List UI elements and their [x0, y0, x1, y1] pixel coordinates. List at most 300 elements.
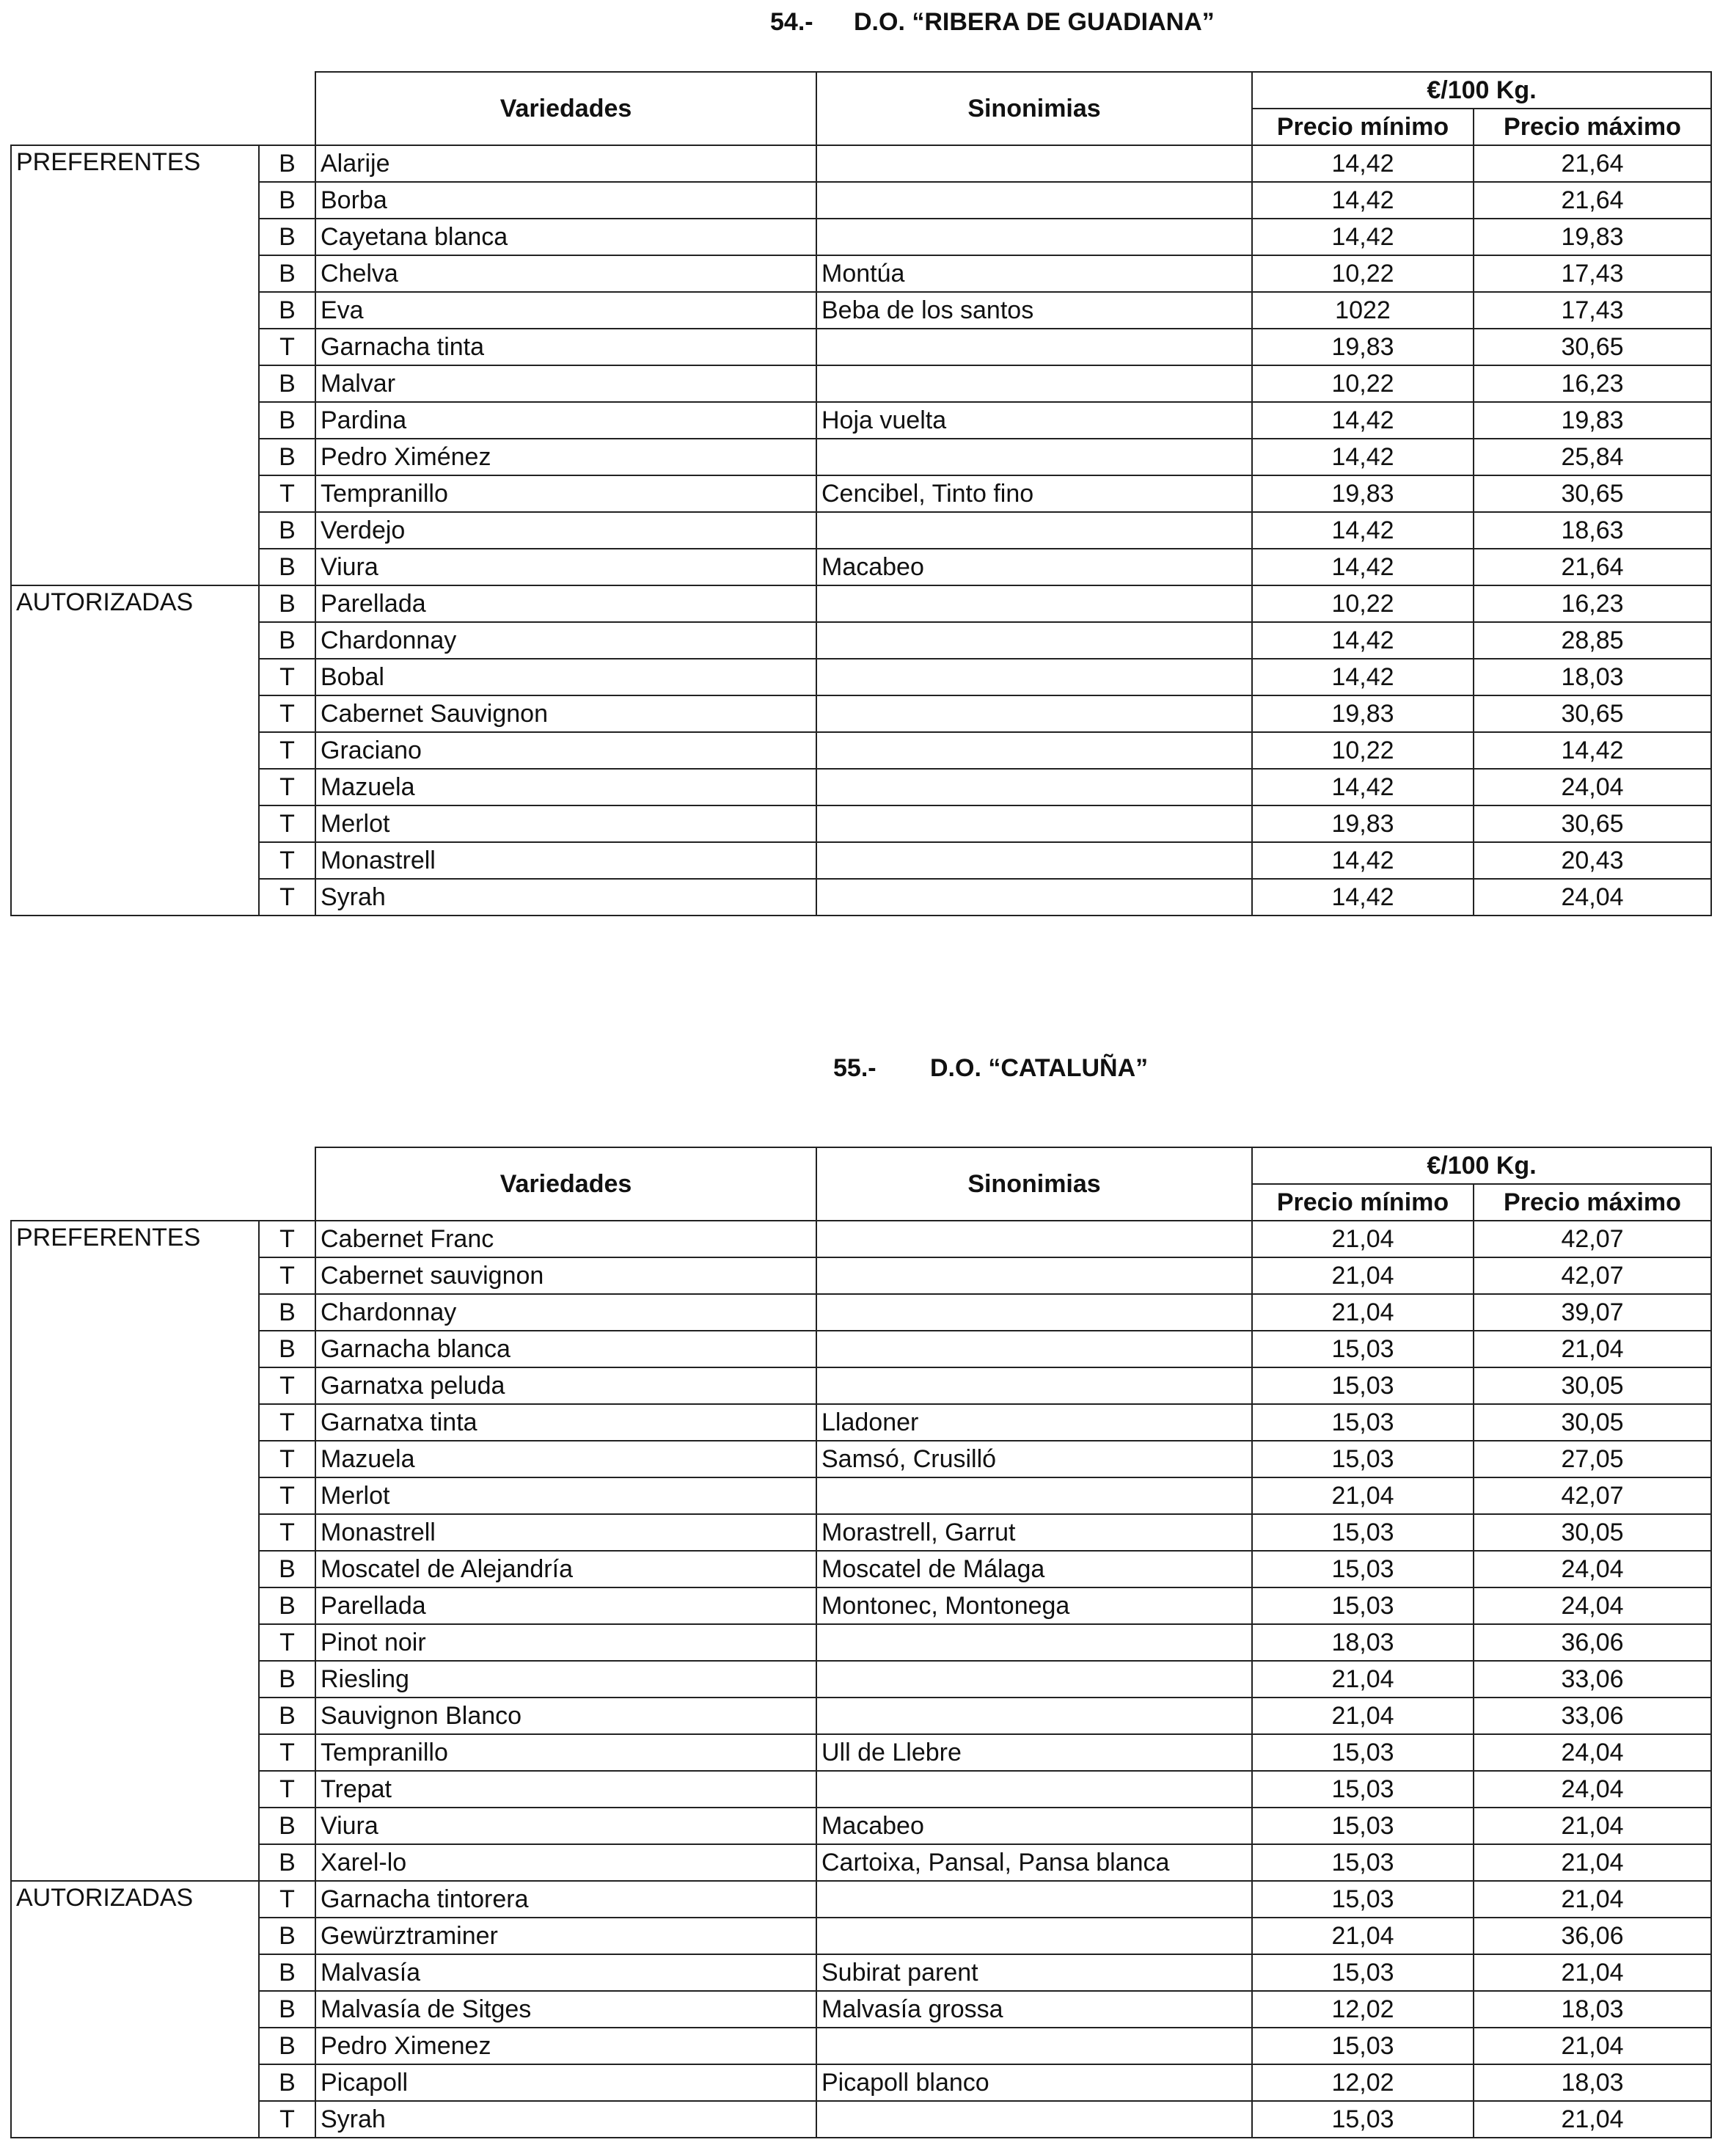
variedad-cell: Merlot	[315, 1477, 816, 1514]
table-row	[11, 1551, 1711, 1587]
sinonimia-cell	[816, 1257, 1252, 1294]
category-cell	[11, 622, 259, 659]
precio-maximo-cell: 42,07	[1474, 1221, 1711, 1257]
table-row	[11, 1367, 1711, 1404]
category-cell	[11, 2028, 259, 2064]
sinonimia-cell	[816, 365, 1252, 402]
precio-maximo-cell: 19,83	[1474, 219, 1711, 255]
category-cell	[11, 329, 259, 365]
variedad-cell: Merlot	[315, 805, 816, 842]
table-row	[11, 1221, 1711, 1257]
variedad-cell: Malvasía	[315, 1954, 816, 1991]
type-cell: B	[259, 1661, 315, 1698]
variedad-cell: Pedro Ximénez	[315, 439, 816, 475]
category-cell	[11, 1257, 259, 1294]
category-cell	[11, 1918, 259, 1954]
precio-maximo-cell: 16,23	[1474, 365, 1711, 402]
type-cell: B	[259, 1844, 315, 1881]
variedad-cell: Sauvignon Blanco	[315, 1698, 816, 1734]
table-row	[11, 1844, 1711, 1881]
sinonimia-cell: Morastrell, Garrut	[816, 1514, 1252, 1551]
variedad-cell: Monastrell	[315, 842, 816, 879]
table-row	[11, 1257, 1711, 1294]
type-cell: T	[259, 1514, 315, 1551]
table-row	[11, 805, 1711, 842]
variedad-cell: Garnacha blanca	[315, 1331, 816, 1367]
empty-header-cell	[259, 1147, 315, 1221]
variedad-cell: Garnacha tinta	[315, 329, 816, 365]
variedad-cell: Mazuela	[315, 769, 816, 805]
category-cell	[11, 292, 259, 329]
precio-maximo-cell: 30,65	[1474, 329, 1711, 365]
table-row	[11, 1624, 1711, 1661]
type-cell: B	[259, 1808, 315, 1844]
table-row	[11, 549, 1711, 585]
variedad-cell: Cabernet Sauvignon	[315, 695, 816, 732]
table-row	[11, 145, 1711, 182]
variedad-cell: Pedro Ximenez	[315, 2028, 816, 2064]
category-cell	[11, 1624, 259, 1661]
sinonimia-cell	[816, 1661, 1252, 1698]
header-sinonimias: Sinonimias	[816, 1147, 1252, 1221]
type-cell: T	[259, 1257, 315, 1294]
sinonimia-cell	[816, 1918, 1252, 1954]
precio-maximo-cell: 21,04	[1474, 1954, 1711, 1991]
precio-minimo-cell: 21,04	[1252, 1477, 1474, 1514]
precio-maximo-cell: 14,42	[1474, 732, 1711, 769]
sinonimia-cell	[816, 1771, 1252, 1808]
precio-maximo-cell: 24,04	[1474, 769, 1711, 805]
sinonimia-cell: Hoja vuelta	[816, 402, 1252, 439]
table-row	[11, 1404, 1711, 1441]
table-row	[11, 769, 1711, 805]
precio-maximo-cell: 33,06	[1474, 1661, 1711, 1698]
precio-minimo-cell: 15,03	[1252, 1587, 1474, 1624]
precio-maximo-cell: 21,04	[1474, 1844, 1711, 1881]
variedad-cell: Cabernet sauvignon	[315, 1257, 816, 1294]
type-cell: T	[259, 1221, 315, 1257]
sinonimia-cell	[816, 145, 1252, 182]
category-cell	[11, 1367, 259, 1404]
table-row	[11, 1918, 1711, 1954]
category-cell	[11, 2101, 259, 2138]
sinonimia-cell	[816, 182, 1252, 219]
precio-maximo-cell: 33,06	[1474, 1698, 1711, 1734]
table-row	[11, 585, 1711, 622]
sinonimia-cell	[816, 1294, 1252, 1331]
table-row	[11, 1808, 1711, 1844]
variedad-cell: Viura	[315, 1808, 816, 1844]
sinonimia-cell: Macabeo	[816, 549, 1252, 585]
type-cell: T	[259, 732, 315, 769]
type-cell: T	[259, 329, 315, 365]
sinonimia-cell	[816, 1331, 1252, 1367]
type-cell: B	[259, 1991, 315, 2028]
sinonimia-cell: Macabeo	[816, 1808, 1252, 1844]
type-cell: B	[259, 292, 315, 329]
variedad-cell: Mazuela	[315, 1441, 816, 1477]
variedad-cell: Graciano	[315, 732, 816, 769]
table-row	[11, 1514, 1711, 1551]
precio-minimo-cell: 21,04	[1252, 1221, 1474, 1257]
precio-maximo-cell: 21,64	[1474, 145, 1711, 182]
section-number: 55.-	[833, 1054, 877, 1082]
variedad-cell: Eva	[315, 292, 816, 329]
variedad-cell: Malvasía de Sitges	[315, 1991, 816, 2028]
sinonimia-cell: Cencibel, Tinto fino	[816, 475, 1252, 512]
precio-minimo-cell: 10,22	[1252, 365, 1474, 402]
type-cell: B	[259, 1587, 315, 1624]
table-row	[11, 365, 1711, 402]
sinonimia-cell	[816, 2028, 1252, 2064]
sinonimia-cell	[816, 329, 1252, 365]
precio-maximo-cell: 27,05	[1474, 1441, 1711, 1477]
sinonimia-cell: Ull de Llebre	[816, 1734, 1252, 1771]
precio-minimo-cell: 12,02	[1252, 1991, 1474, 2028]
precio-minimo-cell: 15,03	[1252, 2028, 1474, 2064]
sinonimia-cell	[816, 805, 1252, 842]
precio-minimo-cell: 21,04	[1252, 1257, 1474, 1294]
type-cell: B	[259, 439, 315, 475]
type-cell: T	[259, 1404, 315, 1441]
table-row	[11, 1331, 1711, 1367]
category-cell	[11, 1771, 259, 1808]
category-cell	[11, 1661, 259, 1698]
type-cell: B	[259, 402, 315, 439]
category-cell	[11, 879, 259, 916]
precio-maximo-cell: 17,43	[1474, 255, 1711, 292]
sinonimia-cell	[816, 219, 1252, 255]
sinonimia-cell: Cartoixa, Pansal, Pansa blanca	[816, 1844, 1252, 1881]
table-row	[11, 255, 1711, 292]
precio-maximo-cell: 21,04	[1474, 1808, 1711, 1844]
precio-maximo-cell: 18,03	[1474, 659, 1711, 695]
price-table-ribera-de-guadiana	[10, 71, 1712, 916]
table-row	[11, 1991, 1711, 2028]
precio-maximo-cell: 42,07	[1474, 1477, 1711, 1514]
precio-minimo-cell: 15,03	[1252, 1367, 1474, 1404]
category-cell	[11, 805, 259, 842]
variedad-cell: Garnatxa tinta	[315, 1404, 816, 1441]
sinonimia-cell	[816, 659, 1252, 695]
table-row	[11, 329, 1711, 365]
variedad-cell: Garnatxa peluda	[315, 1367, 816, 1404]
precio-maximo-cell: 30,05	[1474, 1404, 1711, 1441]
category-cell	[11, 439, 259, 475]
table-row	[11, 1771, 1711, 1808]
variedad-cell: Garnacha tintorera	[315, 1881, 816, 1918]
category-cell	[11, 2064, 259, 2101]
type-cell: T	[259, 1771, 315, 1808]
precio-maximo-cell: 20,43	[1474, 842, 1711, 879]
precio-minimo-cell: 14,42	[1252, 549, 1474, 585]
table-row	[11, 1734, 1711, 1771]
type-cell: T	[259, 1477, 315, 1514]
precio-maximo-cell: 30,65	[1474, 805, 1711, 842]
sinonimia-cell	[816, 512, 1252, 549]
precio-minimo-cell: 21,04	[1252, 1918, 1474, 1954]
type-cell: B	[259, 255, 315, 292]
category-cell	[11, 512, 259, 549]
variedad-cell: Chelva	[315, 255, 816, 292]
category-cell	[11, 182, 259, 219]
precio-minimo-cell: 10,22	[1252, 732, 1474, 769]
type-cell: T	[259, 879, 315, 916]
precio-maximo-cell: 42,07	[1474, 1257, 1711, 1294]
precio-maximo-cell: 19,83	[1474, 402, 1711, 439]
precio-maximo-cell: 24,04	[1474, 1771, 1711, 1808]
sinonimia-cell: Subirat parent	[816, 1954, 1252, 1991]
precio-maximo-cell: 21,64	[1474, 549, 1711, 585]
header-variedades: Variedades	[315, 1147, 816, 1221]
sinonimia-cell	[816, 622, 1252, 659]
precio-maximo-cell: 24,04	[1474, 1734, 1711, 1771]
section-name: D.O. “RIBERA DE GUADIANA”	[854, 8, 1215, 36]
type-cell: B	[259, 1331, 315, 1367]
variedad-cell: Picapoll	[315, 2064, 816, 2101]
variedad-cell: Cabernet Franc	[315, 1221, 816, 1257]
table-row	[11, 1587, 1711, 1624]
variedad-cell: Pinot noir	[315, 1624, 816, 1661]
precio-maximo-cell: 30,05	[1474, 1514, 1711, 1551]
variedad-cell: Monastrell	[315, 1514, 816, 1551]
sinonimia-cell	[816, 1367, 1252, 1404]
precio-minimo-cell: 15,03	[1252, 1514, 1474, 1551]
precio-maximo-cell: 30,65	[1474, 475, 1711, 512]
precio-maximo-cell: 24,04	[1474, 1551, 1711, 1587]
sinonimia-cell	[816, 1477, 1252, 1514]
precio-minimo-cell: 19,83	[1252, 329, 1474, 365]
type-cell: B	[259, 365, 315, 402]
category-cell	[11, 1477, 259, 1514]
sinonimia-cell	[816, 842, 1252, 879]
sinonimia-cell: Samsó, Crusilló	[816, 1441, 1252, 1477]
precio-maximo-cell: 24,04	[1474, 1587, 1711, 1624]
precio-minimo-cell: 1022	[1252, 292, 1474, 329]
table-row	[11, 732, 1711, 769]
table-row	[11, 439, 1711, 475]
precio-minimo-cell: 15,03	[1252, 1808, 1474, 1844]
table-row	[11, 659, 1711, 695]
sinonimia-cell: Malvasía grossa	[816, 1991, 1252, 2028]
type-cell: T	[259, 805, 315, 842]
sinonimia-cell	[816, 439, 1252, 475]
table-row	[11, 1881, 1711, 1918]
precio-maximo-cell: 24,04	[1474, 879, 1711, 916]
variedad-cell: Parellada	[315, 585, 816, 622]
precio-maximo-cell: 39,07	[1474, 1294, 1711, 1331]
variedad-cell: Chardonnay	[315, 1294, 816, 1331]
table-row	[11, 1698, 1711, 1734]
table-row	[11, 1294, 1711, 1331]
type-cell: B	[259, 1294, 315, 1331]
variedad-cell: Alarije	[315, 145, 816, 182]
sinonimia-cell: Picapoll blanco	[816, 2064, 1252, 2101]
category-cell	[11, 365, 259, 402]
variedad-cell: Tempranillo	[315, 1734, 816, 1771]
precio-minimo-cell: 15,03	[1252, 1954, 1474, 1991]
precio-maximo-cell: 21,04	[1474, 2101, 1711, 2138]
sinonimia-cell	[816, 732, 1252, 769]
precio-maximo-cell: 18,03	[1474, 1991, 1711, 2028]
sinonimia-cell	[816, 695, 1252, 732]
category-cell	[11, 695, 259, 732]
table-row	[11, 219, 1711, 255]
type-cell: B	[259, 585, 315, 622]
precio-maximo-cell: 21,04	[1474, 1331, 1711, 1367]
variedad-cell: Verdejo	[315, 512, 816, 549]
price-table-cataluna	[10, 1147, 1712, 2138]
header-price-group: €/100 Kg.	[1252, 72, 1711, 109]
precio-minimo-cell: 21,04	[1252, 1661, 1474, 1698]
type-cell: B	[259, 549, 315, 585]
precio-minimo-cell: 15,03	[1252, 2101, 1474, 2138]
sinonimia-cell	[816, 1881, 1252, 1918]
table-row	[11, 292, 1711, 329]
header-precio-maximo: Precio máximo	[1474, 109, 1711, 145]
variedad-cell: Syrah	[315, 2101, 816, 2138]
table-row	[11, 1477, 1711, 1514]
category-cell: PREFERENTES	[11, 1221, 259, 1257]
precio-maximo-cell: 21,04	[1474, 2028, 1711, 2064]
type-cell: T	[259, 1734, 315, 1771]
type-cell: B	[259, 1918, 315, 1954]
precio-maximo-cell: 17,43	[1474, 292, 1711, 329]
precio-minimo-cell: 14,42	[1252, 512, 1474, 549]
type-cell: B	[259, 512, 315, 549]
table-row	[11, 512, 1711, 549]
precio-minimo-cell: 15,03	[1252, 1844, 1474, 1881]
header-precio-minimo: Precio mínimo	[1252, 1184, 1474, 1221]
category-cell	[11, 1587, 259, 1624]
category-cell	[11, 659, 259, 695]
precio-minimo-cell: 21,04	[1252, 1698, 1474, 1734]
category-cell: AUTORIZADAS	[11, 585, 259, 622]
category-cell	[11, 1404, 259, 1441]
precio-minimo-cell: 15,03	[1252, 1404, 1474, 1441]
variedad-cell: Gewürztraminer	[315, 1918, 816, 1954]
type-cell: B	[259, 1551, 315, 1587]
variedad-cell: Syrah	[315, 879, 816, 916]
precio-minimo-cell: 14,42	[1252, 402, 1474, 439]
variedad-cell: Borba	[315, 182, 816, 219]
category-cell	[11, 732, 259, 769]
sinonimia-cell: Beba de los santos	[816, 292, 1252, 329]
variedad-cell: Malvar	[315, 365, 816, 402]
section-number: 54.-	[770, 8, 813, 36]
precio-minimo-cell: 14,42	[1252, 769, 1474, 805]
table-row	[11, 402, 1711, 439]
category-cell	[11, 255, 259, 292]
precio-minimo-cell: 19,83	[1252, 805, 1474, 842]
category-cell	[11, 549, 259, 585]
table-row	[11, 182, 1711, 219]
type-cell: B	[259, 2028, 315, 2064]
precio-minimo-cell: 21,04	[1252, 1294, 1474, 1331]
category-cell	[11, 1514, 259, 1551]
variedad-cell: Moscatel de Alejandría	[315, 1551, 816, 1587]
header-sinonimias: Sinonimias	[816, 72, 1252, 145]
type-cell: T	[259, 842, 315, 879]
table-row	[11, 622, 1711, 659]
precio-minimo-cell: 15,03	[1252, 1331, 1474, 1367]
table-row	[11, 695, 1711, 732]
precio-minimo-cell: 14,42	[1252, 622, 1474, 659]
empty-header-cell	[259, 72, 315, 145]
header-precio-minimo: Precio mínimo	[1252, 109, 1474, 145]
precio-maximo-cell: 18,03	[1474, 2064, 1711, 2101]
category-cell	[11, 842, 259, 879]
table-row	[11, 2028, 1711, 2064]
precio-maximo-cell: 36,06	[1474, 1624, 1711, 1661]
precio-minimo-cell: 15,03	[1252, 1441, 1474, 1477]
precio-maximo-cell: 16,23	[1474, 585, 1711, 622]
precio-maximo-cell: 21,04	[1474, 1881, 1711, 1918]
variedad-cell: Bobal	[315, 659, 816, 695]
category-cell	[11, 1294, 259, 1331]
precio-minimo-cell: 14,42	[1252, 182, 1474, 219]
precio-minimo-cell: 14,42	[1252, 439, 1474, 475]
type-cell: B	[259, 182, 315, 219]
type-cell: T	[259, 695, 315, 732]
category-cell	[11, 1331, 259, 1367]
category-cell	[11, 1954, 259, 1991]
precio-minimo-cell: 15,03	[1252, 1734, 1474, 1771]
precio-maximo-cell: 36,06	[1474, 1918, 1711, 1954]
sinonimia-cell	[816, 585, 1252, 622]
header-price-group: €/100 Kg.	[1252, 1147, 1711, 1184]
type-cell: T	[259, 769, 315, 805]
category-cell	[11, 1551, 259, 1587]
category-cell	[11, 1698, 259, 1734]
precio-minimo-cell: 14,42	[1252, 879, 1474, 916]
precio-minimo-cell: 15,03	[1252, 1771, 1474, 1808]
type-cell: B	[259, 219, 315, 255]
variedad-cell: Cayetana blanca	[315, 219, 816, 255]
category-cell	[11, 475, 259, 512]
sinonimia-cell	[816, 879, 1252, 916]
table-row	[11, 475, 1711, 512]
precio-minimo-cell: 14,42	[1252, 145, 1474, 182]
type-cell: T	[259, 1624, 315, 1661]
type-cell: B	[259, 1954, 315, 1991]
variedad-cell: Trepat	[315, 1771, 816, 1808]
category-cell: PREFERENTES	[11, 145, 259, 182]
table-row	[11, 2064, 1711, 2101]
category-cell	[11, 1734, 259, 1771]
table-row	[11, 1954, 1711, 1991]
precio-minimo-cell: 18,03	[1252, 1624, 1474, 1661]
variedad-cell: Pardina	[315, 402, 816, 439]
sinonimia-cell: Lladoner	[816, 1404, 1252, 1441]
sinonimia-cell: Montonec, Montonega	[816, 1587, 1252, 1624]
precio-maximo-cell: 21,64	[1474, 182, 1711, 219]
precio-minimo-cell: 14,42	[1252, 219, 1474, 255]
table-row	[11, 1661, 1711, 1698]
type-cell: T	[259, 659, 315, 695]
category-cell	[11, 1991, 259, 2028]
variedad-cell: Tempranillo	[315, 475, 816, 512]
category-cell	[11, 402, 259, 439]
empty-header-cell	[11, 1147, 259, 1221]
precio-minimo-cell: 14,42	[1252, 842, 1474, 879]
header-variedades: Variedades	[315, 72, 816, 145]
precio-maximo-cell: 30,05	[1474, 1367, 1711, 1404]
precio-minimo-cell: 12,02	[1252, 2064, 1474, 2101]
variedad-cell: Chardonnay	[315, 622, 816, 659]
category-cell	[11, 769, 259, 805]
empty-header-cell	[11, 72, 259, 145]
